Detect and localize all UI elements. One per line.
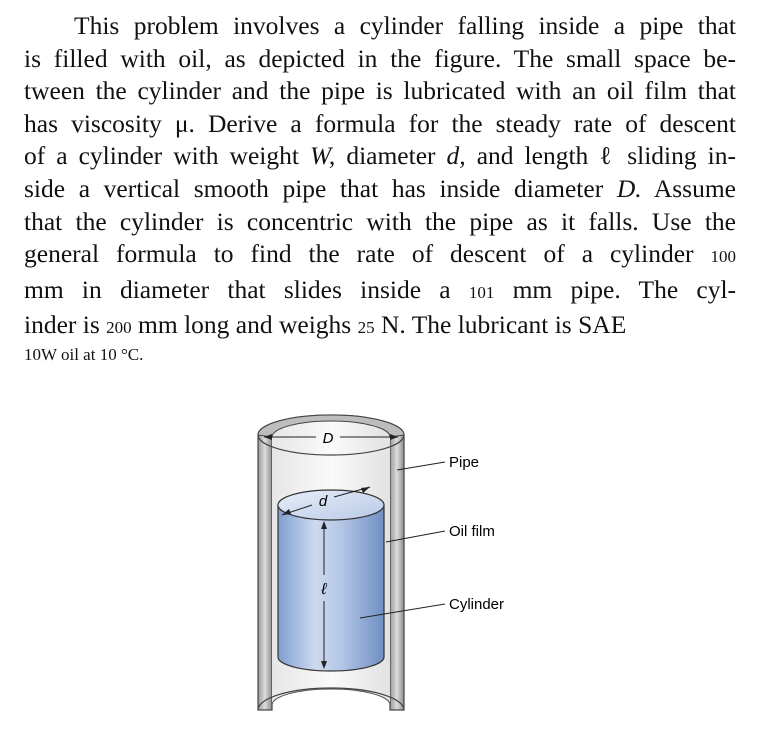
weight-symbol: W, — [310, 141, 336, 171]
problem-line — [24, 43, 736, 76]
pipe-diameter-symbol: D. — [616, 173, 642, 203]
label-D: D — [322, 430, 334, 447]
diameter-symbol: d, — [446, 141, 466, 171]
text-span: inder is — [24, 310, 100, 340]
problem-line — [24, 10, 736, 43]
label-cylinder: Cylinder — [449, 596, 505, 613]
cylinder-diameter-value: 100 — [710, 247, 736, 267]
text-span: side a vertical smooth pipe that has inside diameter — [24, 173, 604, 203]
text-span: of a cylinder with weight — [24, 141, 299, 171]
text-span: Assume — [653, 173, 736, 203]
text-span: general formula to find the rate of descent of a cylinder — [24, 239, 694, 269]
cylinder-length-value: 200 — [106, 318, 132, 338]
problem-line — [24, 108, 736, 141]
label-d: d — [318, 493, 328, 510]
text-span: has viscosity μ. Derive a formula for the steady rate of descent — [24, 108, 736, 138]
label-length: ℓ — [321, 581, 327, 598]
text-span: that the cylinder is concentric with the pipe as it falls. Use the — [24, 206, 736, 236]
text-span: mm long and weighs — [138, 310, 352, 340]
label-oil-film: Oil film — [449, 523, 495, 540]
pipe-diameter-value: 101 — [468, 282, 495, 302]
problem-line — [24, 173, 736, 206]
label-pipe: Pipe — [449, 454, 480, 471]
text-span: and length ℓ sliding in- — [476, 141, 736, 171]
text-span: is filled with oil, as depicted in the figure. The small space be- — [24, 43, 736, 73]
problem-line — [24, 274, 736, 310]
problem-statement — [24, 10, 736, 345]
text-span: mm pipe. The cyl- — [512, 274, 737, 304]
cylinder-in-pipe-figure — [240, 405, 540, 715]
problem-line — [24, 75, 736, 108]
text-span: N. The lubricant is SAE — [380, 310, 627, 340]
cylinder-weight-value: 25 — [357, 318, 375, 338]
text-span: tween the cylinder and the pipe is lubricated with an oil film that — [24, 76, 736, 106]
problem-line — [24, 238, 736, 274]
problem-line — [24, 140, 736, 173]
text-span: diameter — [346, 141, 436, 171]
problem-line — [24, 206, 736, 239]
problem-line — [24, 309, 736, 345]
text-span: This problem involves a cylinder falling inside a pipe that — [74, 11, 736, 40]
oil-note: 10W oil at 10 °C. — [24, 345, 144, 364]
cylinder — [278, 490, 384, 671]
text-span: mm in diameter that slides inside a — [24, 274, 451, 304]
